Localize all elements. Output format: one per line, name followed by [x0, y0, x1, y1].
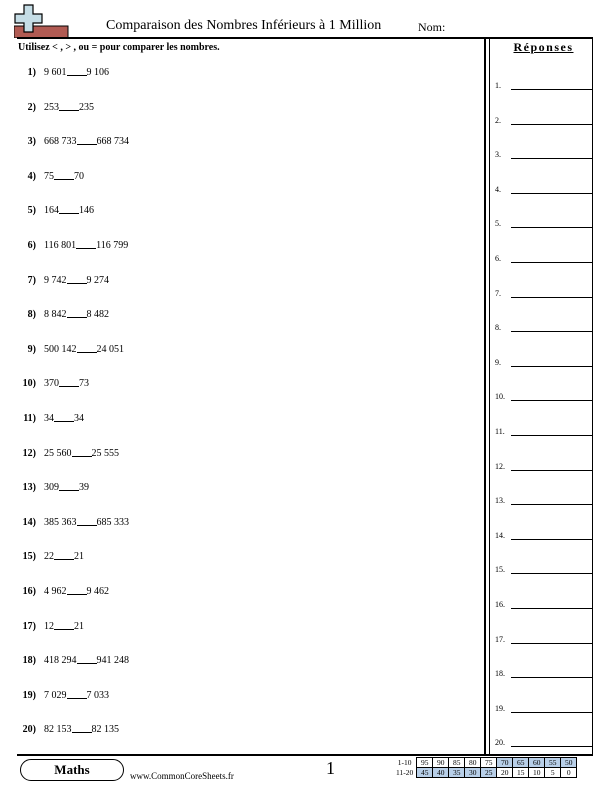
number-left: 370 — [44, 378, 59, 390]
answer-blank[interactable] — [511, 573, 592, 574]
problem-item — [18, 169, 84, 183]
answer-number: 15. — [495, 565, 505, 575]
problem-number: 12) — [22, 447, 36, 459]
comparison-blank[interactable] — [72, 446, 92, 457]
problem-item — [18, 446, 119, 460]
number-left: 82 153 — [44, 724, 72, 736]
answer-blank[interactable] — [511, 504, 592, 505]
number-left: 22 — [44, 551, 54, 563]
comparison-blank[interactable] — [72, 722, 92, 733]
comparison-blank[interactable] — [59, 100, 79, 111]
problem-item — [18, 584, 109, 598]
number-right: 9 106 — [86, 67, 109, 78]
problem-number: 10) — [22, 378, 36, 390]
answer-number: 3. — [495, 150, 501, 160]
number-right: 146 — [79, 205, 94, 217]
answer-line[interactable] — [495, 459, 595, 471]
answer-number: 14. — [495, 530, 505, 540]
answer-blank[interactable] — [511, 643, 592, 644]
answer-number: 19. — [495, 703, 505, 713]
answer-number: 17. — [495, 634, 505, 644]
answer-number: 18. — [495, 669, 505, 679]
number-right: 21 — [74, 620, 84, 632]
number-left: 9 742 — [44, 274, 67, 286]
answer-blank[interactable] — [511, 262, 592, 263]
problem-item — [18, 515, 129, 529]
number-right: 24 051 — [96, 343, 124, 355]
number-left: 25 560 — [44, 447, 72, 459]
problem-number: 8) — [27, 309, 36, 321]
problem-number: 20) — [22, 724, 36, 736]
number-right: 82 135 — [91, 724, 119, 736]
problem-number: 18) — [22, 655, 36, 667]
answer-number: 4. — [495, 184, 501, 194]
score-cell: 10 — [529, 768, 545, 778]
number-left: 253 — [44, 101, 59, 113]
answer-number: 6. — [495, 254, 501, 263]
problem-item — [18, 549, 84, 563]
answer-blank[interactable] — [511, 400, 592, 401]
answer-blank[interactable] — [511, 124, 592, 125]
answer-blank[interactable] — [511, 366, 592, 367]
answer-blank[interactable] — [511, 677, 592, 678]
problem-number: 7) — [27, 274, 36, 286]
website-link[interactable]: www.CommonCoreSheets.fr — [130, 771, 234, 781]
answer-line[interactable] — [495, 493, 595, 505]
score-cell: 15 — [513, 768, 529, 778]
answer-line[interactable] — [495, 632, 595, 644]
answer-blank[interactable] — [511, 608, 592, 609]
answer-line[interactable] — [495, 216, 595, 228]
problem-number: 17) — [22, 620, 36, 632]
problem-number: 19) — [22, 689, 36, 701]
problem-item — [18, 238, 128, 252]
number-right: 70 — [74, 170, 84, 182]
comparison-blank[interactable] — [77, 515, 97, 526]
score-cell: 50 — [561, 758, 577, 768]
number-right: 21 — [74, 551, 84, 563]
header-rule — [17, 37, 593, 39]
number-right: 73 — [79, 378, 89, 390]
answer-number: 1. — [495, 81, 501, 90]
number-left: 7 029 — [44, 689, 67, 701]
number-right: 9 274 — [86, 274, 109, 286]
comparison-blank[interactable] — [67, 307, 87, 318]
score-row — [395, 758, 577, 768]
answer-number: 7. — [495, 288, 501, 298]
answer-blank[interactable] — [511, 193, 592, 194]
score-cell: 25 — [481, 768, 497, 778]
problem-item — [18, 203, 94, 217]
number-left: 34 — [44, 413, 54, 424]
problem-number: 13) — [22, 482, 36, 494]
answer-line[interactable] — [495, 562, 595, 574]
answer-number: 11. — [495, 427, 505, 436]
comparison-blank[interactable] — [67, 688, 87, 699]
score-cell: 45 — [417, 768, 433, 778]
answer-line[interactable] — [495, 666, 595, 678]
comparison-blank[interactable] — [59, 203, 79, 214]
answer-line[interactable] — [495, 355, 595, 367]
problem-item — [18, 134, 129, 148]
problem-item — [18, 100, 94, 114]
number-left: 116 801 — [44, 240, 77, 251]
score-range-label: 11-20 — [396, 768, 414, 777]
score-cell: 60 — [529, 758, 545, 768]
answer-number: 13. — [495, 496, 505, 506]
problem-number: 6) — [27, 240, 36, 251]
number-right: 668 734 — [96, 136, 129, 148]
problem-item — [18, 480, 89, 494]
answer-blank[interactable] — [511, 435, 592, 436]
comparison-blank[interactable] — [67, 273, 87, 284]
number-right: 116 799 — [96, 240, 129, 251]
answer-number: 2. — [495, 115, 501, 125]
page-number: 1 — [326, 758, 335, 778]
number-left: 668 733 — [44, 136, 77, 148]
score-cell: 65 — [513, 758, 529, 768]
number-left: 4 962 — [44, 586, 67, 597]
worksheet-title: Comparaison des Nombres Inférieurs à 1 Million — [106, 18, 382, 33]
answer-line[interactable] — [495, 528, 595, 540]
score-cell: 35 — [449, 768, 465, 778]
problem-number: 15) — [22, 551, 36, 563]
comparison-blank[interactable] — [54, 619, 74, 630]
answer-number: 10. — [495, 392, 505, 402]
problem-number: 14) — [22, 516, 36, 528]
problem-number: 16) — [22, 586, 36, 597]
worksheet-logo — [14, 4, 70, 38]
answer-number: 8. — [495, 323, 501, 333]
score-cell: 75 — [481, 758, 497, 768]
comparison-blank[interactable] — [67, 584, 87, 595]
number-left: 164 — [44, 205, 59, 217]
answer-blank[interactable] — [511, 470, 592, 471]
answers-title: Réponses — [513, 40, 574, 54]
answer-blank[interactable] — [511, 331, 592, 332]
number-left: 418 294 — [44, 655, 77, 667]
number-right: 9 462 — [86, 586, 109, 597]
problem-number: 2) — [27, 101, 36, 113]
subject-badge: Maths — [20, 759, 124, 781]
comparison-blank[interactable] — [77, 653, 97, 664]
score-cell: 90 — [433, 758, 449, 768]
footer-rule — [17, 754, 593, 756]
problem-item — [18, 619, 84, 633]
problem-item — [18, 653, 129, 667]
answer-number: 16. — [495, 600, 505, 609]
problem-item — [18, 411, 84, 425]
number-left: 75 — [44, 170, 54, 182]
number-left: 500 142 — [44, 343, 77, 355]
comparison-blank[interactable] — [54, 549, 74, 560]
problem-number: 1) — [27, 67, 36, 78]
number-right: 235 — [79, 101, 94, 113]
problem-number: 11) — [23, 413, 36, 424]
comparison-blank[interactable] — [67, 65, 87, 76]
comparison-blank[interactable] — [76, 238, 96, 249]
comparison-blank[interactable] — [54, 169, 74, 180]
name-label: Nom: — [418, 20, 446, 34]
answer-line[interactable] — [495, 286, 595, 298]
answer-line[interactable] — [495, 389, 595, 401]
problem-item — [18, 376, 89, 390]
problem-item — [18, 342, 124, 356]
problem-item — [18, 688, 109, 702]
number-left: 8 842 — [44, 309, 67, 321]
comparison-blank[interactable] — [77, 342, 97, 353]
number-left: 385 363 — [44, 516, 77, 528]
answer-line[interactable] — [495, 320, 595, 332]
comparison-blank[interactable] — [77, 134, 97, 145]
answer-line[interactable] — [495, 735, 595, 747]
answer-blank[interactable] — [511, 297, 592, 298]
instructions: Utilisez < , > , ou = pour comparer les nombres. — [18, 42, 220, 53]
score-cell: 95 — [417, 758, 433, 768]
answer-line[interactable] — [495, 113, 595, 125]
problem-item — [18, 722, 119, 736]
score-table — [395, 757, 577, 778]
problem-number: 5) — [27, 205, 36, 217]
number-right: 7 033 — [86, 689, 109, 701]
answer-blank[interactable] — [511, 746, 592, 747]
score-cell: 5 — [545, 768, 561, 778]
problem-item — [18, 307, 109, 321]
problem-number: 9) — [27, 343, 36, 355]
comparison-blank[interactable] — [59, 480, 79, 491]
column-divider-inner — [489, 38, 490, 754]
answer-line[interactable] — [495, 424, 595, 436]
answer-blank[interactable] — [511, 227, 592, 228]
score-cell: 85 — [449, 758, 465, 768]
score-cell: 40 — [433, 768, 449, 778]
number-right: 34 — [74, 413, 84, 424]
score-range-label: 1-10 — [397, 758, 412, 767]
score-cell: 30 — [465, 768, 481, 778]
number-right: 685 333 — [96, 516, 129, 528]
answer-blank[interactable] — [511, 158, 592, 159]
number-right: 8 482 — [86, 309, 109, 321]
answer-line[interactable] — [495, 147, 595, 159]
comparison-blank[interactable] — [54, 411, 74, 422]
comparison-blank[interactable] — [59, 376, 79, 387]
problem-item — [18, 65, 109, 79]
number-right: 941 248 — [96, 655, 129, 667]
answer-line[interactable] — [495, 251, 595, 263]
answer-line[interactable] — [495, 701, 595, 713]
answer-blank[interactable] — [511, 89, 592, 90]
problem-number: 3) — [27, 136, 36, 148]
number-left: 9 601 — [44, 67, 67, 78]
answer-number: 5. — [495, 219, 501, 229]
score-cell: 55 — [545, 758, 561, 768]
answer-line[interactable] — [495, 78, 595, 90]
column-divider — [484, 38, 486, 754]
problem-number: 4) — [27, 170, 36, 182]
answer-number: 12. — [495, 461, 505, 471]
answer-blank[interactable] — [511, 712, 592, 713]
number-left: 12 — [44, 620, 54, 632]
score-row — [395, 768, 577, 778]
score-cell: 0 — [561, 768, 577, 778]
score-cell: 20 — [497, 768, 513, 778]
answer-line[interactable] — [495, 182, 595, 194]
score-cell: 70 — [497, 758, 513, 768]
number-right: 25 555 — [91, 447, 119, 459]
answer-number: 9. — [495, 357, 501, 367]
answer-blank[interactable] — [511, 539, 592, 540]
number-right: 39 — [79, 482, 89, 494]
problem-item — [18, 273, 109, 287]
answer-number: 20. — [495, 738, 505, 748]
answer-line[interactable] — [495, 597, 595, 609]
number-left: 309 — [44, 482, 59, 494]
score-cell: 80 — [465, 758, 481, 768]
